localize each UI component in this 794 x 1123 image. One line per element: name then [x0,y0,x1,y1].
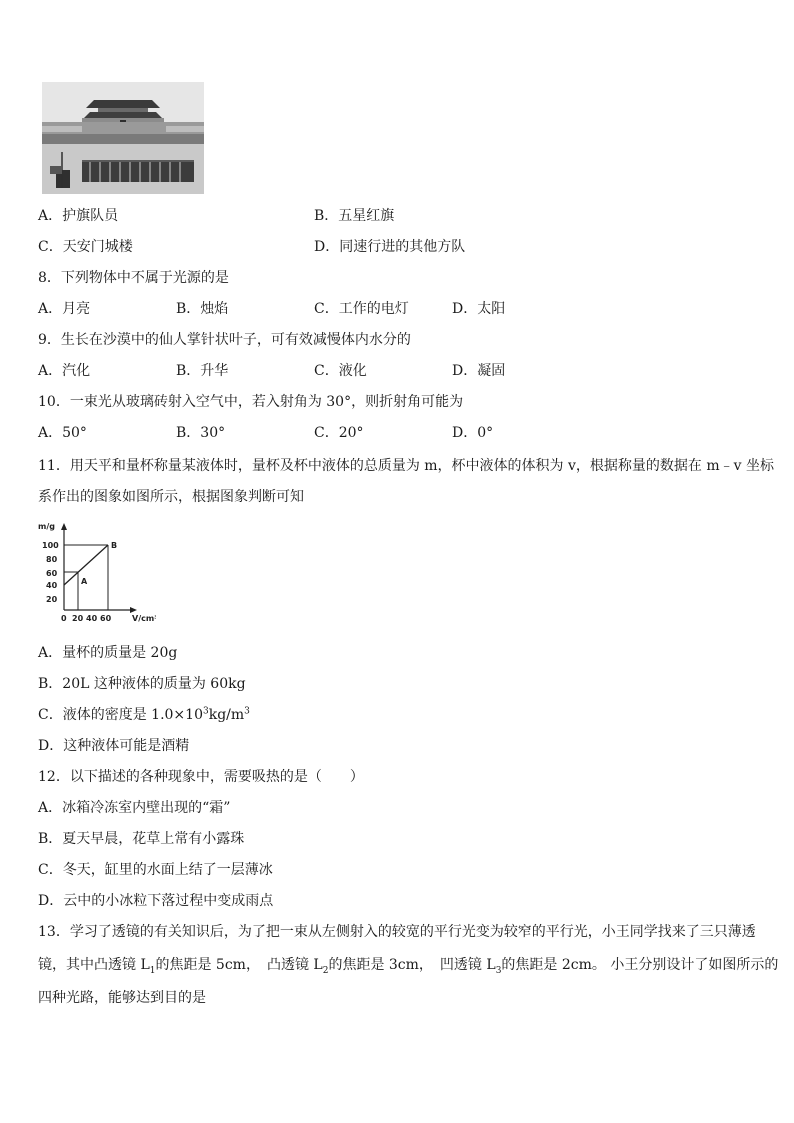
q11-option-c [38,705,250,725]
m-v-graph-svg [36,520,156,625]
point-b-label: B [111,541,118,550]
q8-stem: 8．下列物体中不属于光源的是 [38,270,229,286]
x-tick-0: 0 [61,614,67,623]
m-v-graph [36,520,156,625]
q12-option-b: B．夏天早晨，花草上常有小露珠 [38,831,245,847]
y-tick-40: 40 [46,581,58,590]
q7-option-a: A．护旗队员 [38,208,119,224]
q11-option-a: A．量杯的质量是 20g [38,645,178,661]
q10-option-b: B．30° [176,425,226,441]
q11-option-d: D．这种液体可能是酒精 [38,738,190,754]
q12-option-a: A．冰箱冷冻室内壁出现的“霜” [38,800,231,816]
q8-option-b: B．烛焰 [176,301,229,317]
q11-option-c-text: C．液体的密度是 1.0×10 [38,707,203,723]
y-tick-100: 100 [42,541,59,550]
x-tick-60: 60 [100,614,112,623]
q8-option-c: C．工作的电灯 [314,301,409,317]
q9-stem: 9．生长在沙漠中的仙人掌针状叶子，可有效减慢体内水分的 [38,332,411,348]
q13-sub-2: 2 [322,965,329,976]
point-a-label: A [81,577,88,586]
x-axis-arrow [130,607,137,613]
y-tick-20: 20 [46,595,58,604]
q8-option-a: A．月亮 [38,301,91,317]
q11-stem-line2: 系作出的图象如图所示，根据图象判断可知 [38,489,304,505]
q13-line3: 四种光路，能够达到目的是 [38,990,206,1006]
q9-option-b: B．升华 [176,363,229,379]
q10-option-a: A．50° [38,425,87,441]
q13-line1: 13．学习了透镜的有关知识后，为了把一束从左侧射入的较宽的平行光变为较窄的平行光，小王同学找来了三只薄透 [38,924,756,940]
parade-photo-drawing [42,82,204,194]
q12-stem: 12．以下描述的各种现象中，需要吸热的是（ ） [38,769,364,785]
q10-option-c: C．20° [314,425,364,441]
q9-option-a: A．汽化 [38,363,91,379]
q7-option-c: C．天安门城楼 [38,239,133,255]
y-tick-80: 80 [46,555,58,564]
q13-line2-b: 的焦距是 5cm， 凸透镜 L [155,957,323,973]
q11-option-c-unit: kg/m [208,707,245,723]
q7-option-d: D．同速行进的其他方队 [314,239,466,255]
q11-option-c-exp: 3 [202,706,209,717]
q13-line2-d: 的焦距是 2cm。 小王分别设计了如图所示的 [501,957,779,973]
y-axis-arrow [61,523,67,530]
q8-option-d: D．太阳 [452,301,506,317]
x-tick-20: 20 [72,614,84,623]
q13-line2-c: 的焦距是 3cm， 凹透镜 L [328,957,496,973]
tiananmen-parade-photo [42,82,204,194]
q11-option-b: B．20L 这种液体的质量为 60kg [38,676,246,692]
x-tick-40: 40 [86,614,98,623]
q7-option-b: B．五星红旗 [314,208,395,224]
q9-option-d: D．凝固 [452,363,506,379]
q12-option-d: D．云中的小冰粒下落过程中变成雨点 [38,893,274,909]
q12-option-c: C．冬天，缸里的水面上结了一层薄冰 [38,862,273,878]
q10-stem: 10．一束光从玻璃砖射入空气中，若入射角为 30°，则折射角可能为 [38,394,464,410]
q9-option-c: C．液化 [314,363,367,379]
y-axis-label: m/g [38,522,55,531]
q13-line2-a: 镜，其中凸透镜 L [38,957,150,973]
y-tick-60: 60 [46,569,58,578]
q10-option-d: D．0° [452,425,494,441]
q11-option-c-exp2: 3 [244,706,250,717]
q13-line2 [38,955,778,975]
x-axis-label: V/cm³ [132,614,156,623]
q13-sub-1: 1 [149,965,156,976]
q13-sub-3: 3 [495,965,502,976]
q11-stem-line1: 11．用天平和量杯称量某液体时，量杯及杯中液体的总质量为 m，杯中液体的体积为 v，根据称量的数据在 m﹣v 坐标 [38,458,774,474]
